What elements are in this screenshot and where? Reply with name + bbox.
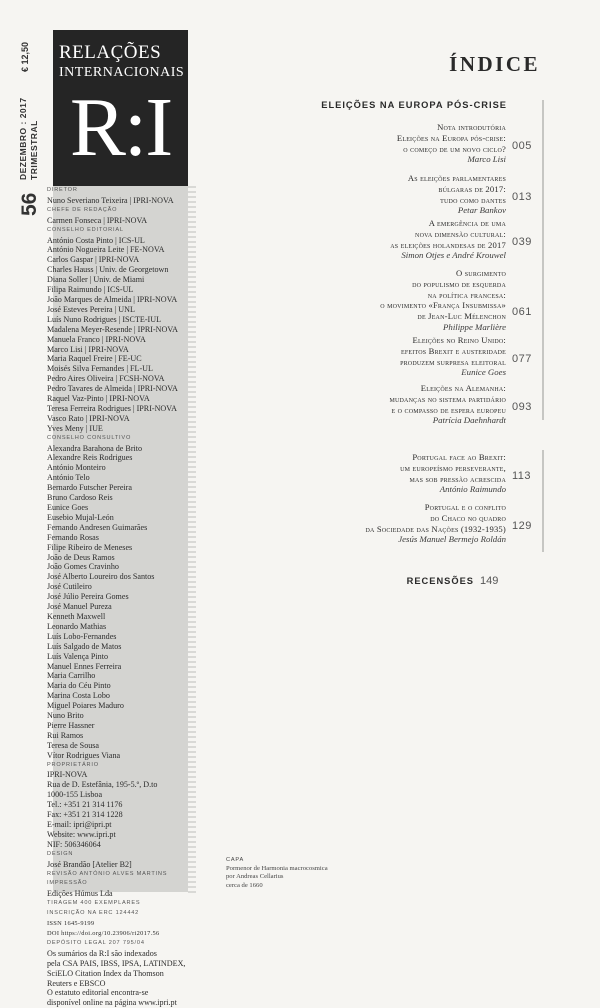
masthead-line: Diana Soller | Univ. de Miami — [47, 275, 145, 285]
masthead-line: Fernando Andresen Guimarães — [47, 522, 148, 532]
entry-title-line: produzem surpresa eleitoral — [400, 356, 506, 367]
entry-title-line: do Chaco no quadro — [430, 512, 506, 523]
masthead-line: Pierre Hassner — [47, 720, 95, 730]
masthead-label: TIRAGEM 400 EXEMPLARES — [47, 900, 141, 907]
entry-author: Patrícia Daehnhardt — [432, 415, 506, 426]
entry-title-line: de Jean-Luc Mélenchon — [417, 311, 506, 322]
masthead-line: Teresa de Sousa — [47, 740, 100, 750]
journal-title-line2: INTERNACIONAIS — [59, 65, 185, 80]
masthead-line: António Costa Pinto | ICS-UL — [47, 235, 145, 245]
masthead-line: Alexandra Barahona de Brito — [47, 443, 143, 453]
masthead-line: Rui Ramos — [47, 730, 84, 740]
entry-title-line: e o compasso de espera europeu — [391, 404, 506, 415]
index-heading: ÍNDICE — [449, 52, 540, 76]
index-entry[interactable] — [290, 335, 506, 378]
masthead-line: Rua de D. Estefânia, 195-5.º, D.to — [47, 780, 158, 790]
entry-title-line: búlgaras de 2017: — [438, 183, 506, 194]
entry-title-line: A emergência de uma — [428, 218, 506, 228]
entry-author: Petar Bankov — [457, 205, 506, 216]
masthead-line: Raquel Vaz-Pinto | IPRI-NOVA — [47, 394, 150, 404]
entry-page-number: 005 — [512, 140, 532, 152]
issue-frequency: TRIMESTRAL — [29, 120, 39, 180]
price: € 12,50 — [20, 41, 30, 72]
masthead-label: REVISÃO ANTÓNIO ALVES MARTINS — [47, 870, 168, 877]
masthead-line: disponível online na página www.ipri.pt — [47, 998, 177, 1008]
masthead-line: ISSN 1645-9199 — [47, 920, 95, 928]
cover-caption — [226, 856, 386, 890]
ri-logo: R:I — [69, 81, 172, 174]
masthead-line: Website: www.ipri.pt — [47, 829, 116, 839]
entry-author: Marco Lisi — [467, 154, 506, 165]
masthead-line: Manuel Ennes Ferreira — [47, 661, 122, 671]
spine — [18, 30, 48, 230]
section-title: ELEIÇÕES NA EUROPA PÓS-CRISE — [321, 100, 507, 110]
reviews-page: 149 — [480, 575, 499, 587]
entry-author: Philippe Marlière — [443, 321, 506, 332]
masthead-line: Tel.: +351 21 314 1176 — [47, 800, 123, 810]
masthead-line: Luís Nuno Rodrigues | ISCTE-IUL — [47, 314, 162, 324]
masthead-line: António Telo — [47, 473, 90, 483]
section-bar — [542, 100, 544, 420]
masthead-line: Pedro Aires Oliveira | FCSH-NOVA — [47, 374, 165, 384]
masthead-line: Luís Salgado de Matos — [47, 641, 122, 651]
entry-title-line: na política francesa: — [427, 289, 506, 300]
masthead-line: O estatuto editorial encontra-se — [47, 988, 149, 998]
masthead-line: DOI https://doi.org/10.23906/ri2017.56 — [47, 929, 160, 937]
index-entry[interactable] — [290, 383, 506, 426]
masthead-line: Kenneth Maxwell — [47, 611, 106, 621]
entry-title-line: mudanças no sistema partidário — [389, 393, 506, 404]
masthead-line: Manuela Franco | IPRI-NOVA — [47, 334, 146, 344]
entry-page-number: 039 — [512, 236, 532, 248]
entry-title-line: tudo como dantes — [440, 194, 506, 205]
masthead-line: Filipe Ribeiro de Meneses — [47, 542, 133, 552]
issue-number: 56 — [18, 192, 41, 216]
entry-author: António Raimundo — [439, 484, 506, 495]
masthead-line: Luís Lobo-Fernandes — [47, 631, 117, 641]
masthead-line: José Manuel Pureza — [47, 602, 112, 612]
masthead-line: Luís Valença Pinto — [47, 651, 108, 661]
masthead-line: 1000-155 Lisboa — [47, 790, 103, 800]
masthead-line: E-mail: ipri@ipri.pt — [47, 820, 112, 829]
entry-page-number: 129 — [512, 520, 532, 532]
index-entry[interactable] — [290, 268, 506, 333]
masthead-line: João Marques de Almeida | IPRI-NOVA — [47, 294, 178, 304]
masthead-line: Vítor Rodrigues Viana — [47, 750, 121, 760]
masthead-line: Eunice Goes — [47, 503, 89, 512]
masthead-line: Teresa Ferreira Rodrigues | IPRI-NOVA — [47, 403, 177, 413]
masthead-line: Maria Carrilho — [47, 671, 96, 681]
entry-title-line: mas sob pressão acrescida — [409, 473, 506, 484]
entry-title-line: efeitos Brexit e austeridade — [401, 345, 506, 356]
masthead-line: Pedro Tavares de Almeida | IPRI-NOVA — [47, 384, 178, 394]
masthead-line: Nuno Severiano Teixeira | IPRI-NOVA — [47, 195, 174, 205]
masthead-label: CONSELHO EDITORIAL — [47, 226, 124, 233]
masthead-line: Yves Meny | IUE — [47, 423, 103, 433]
entry-title-line: da Sociedade das Nações (1932-1935) — [365, 523, 506, 534]
masthead-line: Bruno Cardoso Reis — [47, 493, 113, 503]
entry-author: Simon Otjes e André Krouwel — [401, 250, 506, 261]
masthead-line: Marco Lisi | IPRI-NOVA — [47, 344, 129, 354]
masthead-line: Maria do Céu Pinto — [47, 681, 111, 691]
entry-page-number: 077 — [512, 353, 532, 365]
masthead-line: António Nogueira Leite | FE-NOVA — [47, 245, 165, 255]
masthead-label: CHEFE DE REDAÇÃO — [47, 206, 118, 213]
masthead-line: Moisés Silva Fernandes | FL-UL — [47, 364, 153, 374]
masthead-line: José Júlio Pereira Gomes — [47, 592, 129, 602]
masthead-label: DEPÓSITO LEGAL 207 795/04 — [47, 939, 145, 946]
masthead-line: Miguel Poiares Maduro — [47, 701, 124, 711]
issue-date: DEZEMBRO : 2017 — [18, 97, 28, 180]
index-entry[interactable] — [290, 218, 506, 261]
masthead-line: SciELO Citation Index da Thomson — [47, 968, 164, 978]
masthead-line: José Esteves Pereira | UNL — [47, 304, 135, 314]
masthead-label: INSCRIÇÃO NA ERC 124442 — [47, 910, 140, 917]
masthead-line: Vasco Rato | IPRI-NOVA — [47, 413, 130, 423]
index-entry[interactable] — [290, 452, 506, 495]
masthead-logo-block — [53, 30, 188, 186]
journal-title-line1: RELAÇÕES — [59, 42, 162, 63]
masthead-line: António Monteiro — [47, 463, 106, 473]
masthead-line: Charles Hauss | Univ. de Georgetown — [47, 265, 169, 275]
entry-title-line: Nota introdutória — [437, 122, 506, 132]
index-entry[interactable] — [290, 173, 506, 216]
masthead-line: Edições Húmus Lda — [47, 889, 113, 899]
entry-title-line: Portugal face ao Brexit: — [412, 452, 506, 462]
index-entry[interactable] — [290, 502, 506, 545]
masthead-line: Bernardo Futscher Pereira — [47, 483, 132, 493]
masthead-line: pela CSA PAIS, IBSS, IPSA, LATINDEX, — [47, 958, 186, 968]
masthead-line: João Gomes Cravinho — [47, 562, 119, 572]
masthead-line: João de Deus Ramos — [47, 552, 115, 562]
entry-page-number: 061 — [512, 306, 532, 318]
masthead-credits — [47, 186, 189, 1008]
entry-title-line: Portugal e o conflito — [424, 502, 506, 512]
entry-title-line: um europeísmo perseverante, — [400, 462, 506, 473]
masthead-label: PROPRIETÁRIO — [47, 761, 99, 768]
masthead-label: DIRETOR — [47, 187, 78, 193]
masthead-line: José Alberto Loureiro dos Santos — [47, 572, 155, 582]
entry-title-line: Eleições no Reino Unido: — [412, 335, 506, 345]
masthead-line: Fax: +351 21 314 1228 — [47, 810, 123, 820]
decorative-edge — [188, 186, 196, 892]
masthead-line: Eusebio Mujal-León — [47, 512, 114, 522]
masthead-label: DESIGN — [47, 850, 74, 857]
entry-page-number: 113 — [512, 470, 532, 482]
entry-title-line: O surgimento — [456, 268, 506, 278]
masthead-label: CONSELHO CONSULTIVO — [47, 434, 132, 441]
masthead-line: Madalena Meyer-Resende | IPRI-NOVA — [47, 324, 178, 334]
entry-page-number: 013 — [512, 191, 532, 203]
index-entry[interactable] — [290, 122, 506, 165]
entry-author: Eunice Goes — [461, 367, 506, 378]
entry-author: Jesús Manuel Bermejo Roldán — [398, 534, 506, 545]
entry-title-line: Eleições na Alemanha: — [420, 383, 506, 393]
reviews-label[interactable]: RECENSÕES — [406, 576, 474, 586]
masthead-line: Leonardo Mathias — [47, 621, 107, 631]
masthead-line: Marina Costa Lobo — [47, 691, 110, 701]
masthead-line: Os sumários da R:I são indexados — [47, 948, 157, 958]
section-bar — [542, 450, 544, 552]
masthead-line: Reuters e EBSCO — [47, 978, 106, 988]
entry-title-line: nova dimensão cultural: — [415, 228, 506, 239]
entry-page-number: 093 — [512, 401, 532, 413]
masthead-line: Filipa Raimundo | ICS-UL — [47, 285, 134, 295]
masthead-line: Alexandre Reis Rodrigues — [47, 453, 133, 463]
caption-label: CAPA — [226, 857, 245, 863]
caption-line: cerca de 1660 — [226, 881, 263, 889]
masthead-line: Nuno Brito — [47, 711, 84, 721]
masthead-line: IPRI-NOVA — [47, 770, 88, 780]
masthead-line: José Cutileiro — [47, 582, 92, 592]
masthead-line: Carlos Gaspar | IPRI-NOVA — [47, 255, 140, 265]
entry-title-line: As eleições parlamentares — [407, 173, 506, 183]
caption-line: Pormenor de Harmonia macrocosmica — [226, 864, 328, 872]
masthead-line: José Brandão [Atelier B2] — [47, 859, 132, 869]
entry-title-line: o começo de um novo ciclo? — [403, 143, 506, 154]
caption-line: por Andreas Cellarius — [226, 873, 284, 881]
entry-title-line: do populismo de esquerda — [412, 278, 506, 289]
masthead-line: Fernando Rosas — [47, 532, 99, 542]
entry-title-line: Eleições na Europa pós-crise: — [396, 132, 506, 143]
masthead-label: IMPRESSÃO — [47, 880, 88, 887]
entry-title-line: as eleições holandesas de 2017 — [390, 239, 506, 250]
masthead-line: Maria Raquel Freire | FE-UC — [47, 354, 142, 364]
entry-title-line: o movimento «França Insubmissa» — [380, 300, 506, 311]
masthead-line: Carmen Fonseca | IPRI-NOVA — [47, 215, 148, 225]
masthead-line: NIF: 506346064 — [47, 839, 101, 849]
